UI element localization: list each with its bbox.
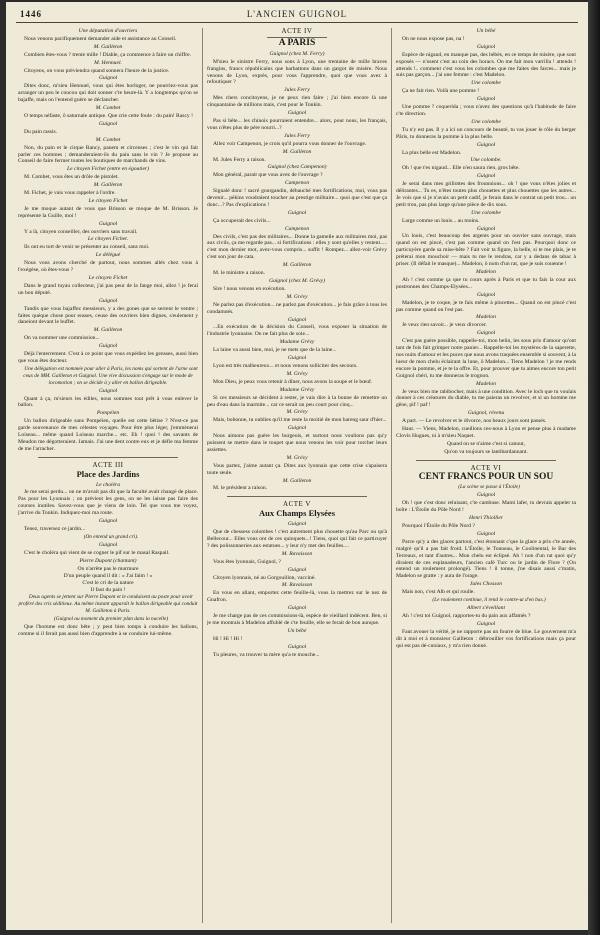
dialogue: Que l'homme est donc bête ; y peut bien tomps à conduire les ballons, comme si il ferait pas aussi bien d'apprendre à se conduire lui-même. [18,623,198,637]
speaker: Guignol [287,643,307,650]
speaker: Jules Ferry [284,87,310,94]
dialogue: Ah ! c'est toi Guignol, rapportes-tu du pain aux affamés ? [402,612,531,619]
dialogue: Je me charge pas de ces commissions-là, espèce de vieillard indécent. Ben, si je me montrais à Madelon affublé de c'te feuille, elle se ferait de bon aunque. [207,613,387,626]
speaker: M. Combet [95,136,121,143]
dialogue: M. Combet, vous êtes un drôle de pistolet. [24,174,119,181]
dialogue: Nous aimons pas guère les burgeois, et surtout nous voulions pas qu'y puissent se mettre dans le toupet que nous venons les voir pour torcher leurs assiettes. [207,433,387,453]
speaker: Guignol [98,387,118,394]
dialogue: C'est pas guère possible, rappelle-toi, mon belin, les sous pris d'amour qu'ont tant de fois fait grimper notre panier... Rappelle-toi les mystères de la saperette, nos nuits d'amour et les puces que nous avons traquées ensemble si souvent, à la lueur de mon chelu éclairant la lune, ô Madelon... Tiens Madelon ! je me rends encore la pomme, et je te la offre. Et, pour prouver que tu aimes encore ton petit Guignol chéri, tu me donneras le trognon. [396,338,576,379]
speaker: Madame Grévy [279,386,315,393]
dialogue: Pourquoi l'Étoile du Pôle Nord ? [402,523,475,529]
speaker: Guignol [287,425,307,432]
speaker: Guignol, révenu [467,410,505,417]
page-header [6,9,588,19]
speaker: Une députation d'ouvriers [78,28,138,34]
song-line: Il faut du pain ! [90,587,126,594]
speaker: Guignol [287,209,307,216]
speaker: Le citoyen Fichet (entre en égoutier) [67,166,149,173]
dialogue: Oh ! que c'est donc reluisant, c'te cambuse. Mami lafer, tu devrais appeler ta boîte : L'Étoile du Pôle Nord ! [396,500,576,514]
dialogue: Mon général, parait que vous avez de l'ouvrage ? [213,172,323,179]
dialogue: Parce qu'y a des glaces partout, c'est étonnant c'que la glace a pris c'te année, malgré qu'il a pas fait froid. L'Étoile, le Tonneau, le Coolinental, le Bar des Terreaux, et tant d'autres... Mon chelu est éclipsé. Ah ! non d'un rat quoi qu'y diraient de ces esplanadeurs, l'ancien café Turc ou le jardin de Flore ? (On entend un roulement prolongé). Tiens ! il tonne, j'ne disais aussi c'matin, Madelon se gratte : y aura de l'orage. [396,538,576,580]
song-line: D'un peuple quand il dit : « J'ai faim ! » [63,573,153,580]
speaker: M. Ravaisson [281,582,313,589]
speaker: M. Grévy [286,454,308,461]
stage-direction: (On entend un grand cri). [83,533,139,540]
speaker: Guignol [98,220,118,227]
song-line: Qu'on va toujours se lantibardannant. [444,448,528,455]
speaker: Guignol [476,492,496,499]
speaker: Guignol [476,96,496,103]
dialogue: Je me moque autant de vous que Brisson se moque de M. Brisson. Je représente la Guille, moi ! [18,205,198,219]
dialogue: Nous venons pacifiquement demander aide et assistance au Conseil. [24,35,177,42]
newspaper-page [6,2,588,930]
speaker: M. Grévy [286,370,308,377]
dialogue: Sire ! nous venons en exécution. [213,285,286,292]
speaker: Madelon [476,380,496,387]
section-rule [416,460,556,461]
act-title: Aux Champs Elysées [258,508,336,519]
dialogue: Des civils, c'est pas des militaires... Donne la gamelle aux militaires moi, pas aux civils, ça me regarde pas... si fortifications : elles y sont qu'elles y restent..... c'est mon dernier mot, avez-vous compris... suffit ! Rompez... allez-voir Grévy c'est son jour de cata. [207,233,387,261]
speaker: Albert s'éveillant [466,604,505,611]
dialogue: Large comme un louis... au moins. [402,217,480,224]
speaker: Henri Thiollier [468,515,504,522]
dialogue: Une pomme ? coquerida ; vous n'avez des questions qu'à l'habitude de faire c'te direction. [396,104,576,117]
dialogue: Y a là, citoyen conseiller, des ouvriers sans travail. [24,228,138,235]
speaker: Guignol (chez M. Grévy) [269,278,325,284]
speaker: Pompéien [96,410,120,417]
dialogue: Vous partez, j'aime autant ça. Dites aux lyonnais que cette crise s'apaisera toute seule. [207,462,387,476]
speaker: Une colombe [471,118,501,125]
dialogue: On va nommer une commission... [24,335,100,342]
speaker: Guignol [287,605,307,612]
dialogue: Je veux rien savoir... je veux divorcer. [402,322,487,329]
page-number: 1446 [20,9,42,19]
speaker: Guignol (chez M. Ferry) [269,50,325,57]
dialogue: Signalé donc ! sacré gourgandin, débauché mes fortifications, moi, vous pas devenir... pékins voudraient toucher au prestige militaire... quoi que c'est que ça donc...? Pas d'explications ! [207,188,387,208]
dialogue: Si ces messieurs se décident à rester, je vais dire à la bonne de remettre un peu d'eau dans la marmite... car ce serait un peu court pour cinq... [207,394,387,408]
running-title: L'ANCIEN GUIGNOL [246,9,348,19]
dialogue: A part. — Le revolver et le divorce, nos beaux jours sont passés. [402,418,547,425]
dialogue: M. Fichet, je vais vous rappeler à l'ordre. [24,190,116,197]
speaker: Guignol [476,291,496,298]
dialogue: Lyon est très malheureux... et nous venons solliciter des secours. [213,362,358,369]
speaker: Madame Grévy [279,339,315,346]
dialogue: Mais non, c'est Alb et qui roulle. [402,589,475,596]
dialogue: C'est le choléra qui vient de se cogner le pif sur le masal Raspail. [24,549,170,556]
speaker: M. Gailleton [93,43,123,50]
speaker: Jules Chosson [469,581,503,588]
speaker: M. Gailleton [282,262,312,269]
speaker: Madelon [476,269,496,275]
act-title: Place des Jardins [76,468,140,479]
act-title: CENT FRANCS POUR UN SOU [418,471,554,482]
dialogue: Un louis, c'est beaucoup des argents pour un ouvrier sans ouvrage, mais quand on est pincé, c'est pas comme quand on l'est pas. Pourquoi donc ce particuyère garde sa mise-bête ? Fait voir ta figure, la belle, si te me plais, je te préterai mon mouchoir — mais tu me le rendras, car y a dedans de tabac à priser. (Il défait le masque)... Madelon, ô nom d'un rat, que je suis couenne ! [396,233,576,268]
dialogue: Ah ! c'est comme ça que tu cours après à Paris et que tu fais la cour aux postronnes des Champs-Elysées... [396,276,576,290]
speaker: Le citoyen Fichet [88,275,128,281]
act-heading: ACTE III [92,460,124,469]
song-line: Quand on se n'aime c'est si canuut, [447,440,525,447]
dialogue: M. Jules Ferry a raison. [213,156,266,163]
dialogue: Faut avouer la vérité, je ne rapporte pas un fourre de blue. Le gouvernent m'a dit à moi et à monsieur Gailleton : débrouiller vos fortifications mais ça pour qui est pas dé-cuniaux, y m'a rien donné. [396,628,576,649]
speaker: Pierre Dupont (chantant) [79,557,137,564]
dialogue: Déjà l'enterrement. C'est à ce point que vous expédiez les gensses, aussi bien que vous êtes docteur. [18,351,198,364]
dialogue: Nous vous avons cherché de partout, nous sommes allés chez vous à l'exégèse, où êtes-vous ? [18,260,198,274]
dialogue: Ça occuperait des civils... [213,217,271,224]
speaker: Une colombe. [470,157,502,164]
speaker: Guignol [476,173,496,180]
speaker: Un bébé [476,28,496,34]
dialogue: Dans le grand tuyau collecteur, j'ai pas peur de la fange moi, allez ! je ferai un bon député. [18,282,198,296]
dialogue: Espèce de nigaud, en manque pas, des bébés, en ce temps de misère, que sont exposés — n'osent c'est au coin des horacs. On me fait mon varrilla ! attends ! attends !.. comment c'est vous les colombes que me faites des farces... mais je suis pas garçon... j'ai une femme : c'est Madelon. [396,51,576,79]
speaker: M. Grévy [286,293,308,300]
speaker: Guignol [476,620,496,627]
dialogue: La plus belle est Madelon. [402,149,462,156]
dialogue: Ça ne fait rien. Voilà une pomme ! [402,88,480,95]
dialogue: M. le ministre a raison. [213,270,265,277]
dialogue: Combien êtes-vous ? trente mille ! Diable, ça commence à faire un chiffre. [24,51,192,58]
speaker: Madelon [476,314,496,321]
speaker: M. Gailleton [282,477,312,484]
dialogue: Je veux bien me rabibocher, mais à une condition. Avec le loch que tu voulais donner à ces créatures du diable, tu me paieras un revolver, et si un homme me gêne, pif ! paf ! [396,388,576,409]
dialogue: Je me serai perdu... on ne m'avait pas dit que la faculté avait changé de place. Pas pour les Lyonnais ; on prévient les gens, on ne les laisse pas faire des courses inutiles. Savez-vous que je viens de loin. Tel que vous me voyez, j'arrive du Tonkin. Indiquez-moi ma route. [18,489,198,517]
stage-direction: (Guignol au moment du premier plan dans la nacelle) [53,615,169,622]
dialogue: Tu pleures, va trouver ta mère qu'a te mouche... [213,651,320,658]
dialogue: M. le président a raison. [213,485,268,492]
dialogue: En vous en allant, emportez cette feuille-là, vous la mettrez sur le nez de Gnafron. [207,590,387,604]
dialogue: Vous êtes lyonnais, Guignol, ? [213,558,281,565]
dialogue: ...En exécution de la décision du Conseil, vous exposer la situation de l'industrie lyonnaise. On ne fait plus de soie... [207,324,387,338]
dialogue: On ne nous expose pas, na ! [402,35,465,42]
speaker: M. Gailleton [282,148,312,155]
speaker: Guignol [98,75,118,82]
speaker: Guignol [287,566,307,573]
dialogue: Ils ont eu tort de venir se présenter au conseil, sans moi. [24,244,150,251]
speaker: Guignol (chez Campenon) [267,164,327,171]
speaker: Une colombe [471,209,501,216]
dialogue: Du pain rassis. [24,128,58,135]
speaker: Jules Ferry [284,132,310,139]
act-heading: ACTE V [283,500,311,509]
speaker: Guignol [98,120,118,127]
dialogue: Tandis que vous bajaffez messieurs, y a des gones que se serrent le ventre ; faites quéque chose pour eusses, ceuse des ouvriers bien dignes, s'eulement y daneiont devant le buffet. [18,305,198,326]
dialogue: La laine va aussi bien, moi, je ne mets que de la laine... [213,347,337,354]
column-3 [396,28,576,923]
section-rule [227,496,367,497]
speaker: Guignol [476,225,496,232]
dialogue: Un ballon dirigeable sans Pompéien, quelle est cette bêtise ? N'est-ce pas garde souvenance de mes célestes voyages. Pour être plus léger, j'emmènerai Loiseau... même quand Loiseau marche... etc. Eh ! quoi ! des savants de Meudon me dégotteraient. Jamais. J'ai une dent contre eux et je défie ma femme de me l'arracher. [18,418,198,452]
column-2 [207,28,387,923]
dialogue: Dites donc, m'sieu Hennuel, vous qui êtes horloger, ne pourriez-vous pas arranger un peu le coucou qui doit sonner c'te heure-là. Y a longtemps qu'on se bajaffe, mais on l'entend guère se déclancher. [18,83,198,104]
speaker: Un bébé [287,627,307,634]
column-divider [202,28,203,923]
section-rule [38,457,178,458]
speaker: M. Ravaisson [281,550,313,557]
dialogue: Je serai dans mes grillottes des frounnions... oh ! que vous n'êtes jolies et délirantes... Tu es, n'êtes toutes plus chouettes et plus chouettes que les autres... Je vois que si je n'avais un petit cadif, je ferais dans le contrat un petit trou... un petit trou, pas plus large qu'une pièce de dix sous. [396,181,576,208]
song-line: C'est le cri de la nature [82,580,134,587]
dialogue: Tu n'y est pas. Il y a ici un concours de beauté, tu vas jouer le rôle du berger Pâris, tu donneras la pomme à la plus belle. [396,126,576,140]
speaker: Guignol [476,141,496,148]
act-heading: ACTE VI [470,463,502,472]
speaker: Le citoyen Fichet. [87,236,129,243]
speaker: Guignol [476,330,496,337]
speaker: M. Hennuel. [94,59,122,66]
speaker: Campenon [284,225,310,232]
dialogue: Oh ! que t'es nigaud... Elle n'en saura rien, gros bête. [402,165,520,172]
dialogue: O temps néfaste, ô saturnale antique. Que crie cette foule : du pain! Rascy ! [24,112,193,119]
stage-direction: (Le roulement continue, il rend le contre-ut d'en bas.) [432,597,546,604]
speaker: M. Gailleton [93,182,123,189]
dialogue: Mais, bobonne, tu oublies qu'il me reste la moitié de mon hareng saur d'hier... [213,417,387,424]
song-line: On n'arrête pas le murmure [77,565,139,572]
dialogue: Haut. — Viens, Madelon, cueillons ces-nous à Lyon et pense plus à madame Clovis Hugues, ni à m'sieu Naquet. [396,426,576,439]
dialogue: Madelon, je te coque, je te fais même à pincettes... Quand on est pincé c'est pas comme quand on l'est pas. [396,299,576,313]
dialogue: Quant à ça, m'sieurs les édiles, nous sommes tout prêt à vous enlever le ballon. [18,395,198,409]
speaker: M. Grévy [286,409,308,416]
speaker: Campenon [284,180,310,187]
speaker: Une colombe [471,80,501,87]
speaker: Guignol [98,343,118,350]
speaker: Guignol [287,110,307,117]
speaker: Guignol [98,518,118,525]
speaker: Guignol [287,355,307,362]
stage-direction: (La scène se passe à l'Étoile) [458,484,520,491]
dialogue: Allez voir Campenon, je crois qu'il pourra vous donner de l'ouvrage. [213,140,367,147]
act-heading: ACTE IV [281,28,313,35]
dialogue: Hi ! Hi ! Hi ! [213,635,243,642]
dialogue: Citoyen lyonnais, né au Gorgouillon, vacciné. [213,574,316,581]
speaker: Le citoyen Fichet [88,197,128,204]
speaker: M. Gailleton [93,327,123,334]
stage-direction: Une délégation est nommée pour aller à Paris, les noms qui sortent de l'urne sont ceux de MM. Gailleton et Guignol. Une vive discussion s'engage sur le mode de locomotion ; on se décide à y aller en ballon dirigeable. [23,365,198,386]
speaker: Le choléra [95,481,121,488]
stage-direction: Deux agents se jettent sur Pierre Dupont et le conduisent au poste pour avoir proféré des cris séditieux. Au même instant apparaît le ballon dirigeable qui conduit M. Gailleton à Paris. [18,594,198,614]
column-1 [18,28,198,923]
dialogue: Ne parlez pas d'exécution... ne parlez pas d'exécution... je fais grâce à tous les condamnés. [207,301,387,315]
header-rule [16,22,578,23]
dialogue: Non, du pain et le cirque Rancy, panem et circenses ; c'est le vin qui fait parler ces hommes ; demanderaient-ils du pain sans le vin ? Je propose au Conseil de faire fermer toutes les boutiques de marchands de vins. [18,144,198,165]
speaker: Guignol [476,43,496,50]
page-edge [588,0,600,935]
speaker: Guignol [98,541,118,548]
dialogue: Mes chers concitoyens, je ne peux rien faire ; j'ai bien encore là une cinquantaine de millions mais, c'est pour le Tonkin. [207,95,387,109]
dialogue: Tenez, traversez ce jardin... [24,526,86,532]
speaker: Guignol [476,530,496,537]
dialogue: M'sieu le sinistre Ferry, nous sons à Lyon, une trentaine de mille braves frangins, francs républicains que barbattons dans un gargot de misère. Nous venons de Lyon, exprès, pour vous l'apprendre, quoi que vous avez à refoutiquer ? [207,58,387,86]
act-title: A PARIS [278,37,316,48]
dialogue: Que de chessess colombes ! c'est autrement plus chouette qu'au Parc ou qu'à Bellecour... Elles vous ont de ces quinquets...! Tiens, quoi qui fait ce particuyer ? des polissonneries aux estatues... y leur n'y met des feuilles.... [207,529,387,549]
speaker: Le délégué [95,252,121,259]
dialogue: Mon Dieu, je peux vous retenir à dîner, nous avons la soupe et le bœuf. [213,378,373,385]
speaker: Guignol [98,297,118,304]
speaker: Guignol [287,316,307,323]
column-divider [391,28,392,923]
dialogue: Pas si bête... les chinois pourraient entendre... alors, pour nous, les français, vous n'êtes plus de père nourri...? [207,117,387,131]
speaker: M. Combet [95,105,121,112]
dialogue: Citoyens, on vous préviendra quand sonnera l'heure de la justice. [24,67,170,74]
speaker: Guignol [287,521,307,528]
